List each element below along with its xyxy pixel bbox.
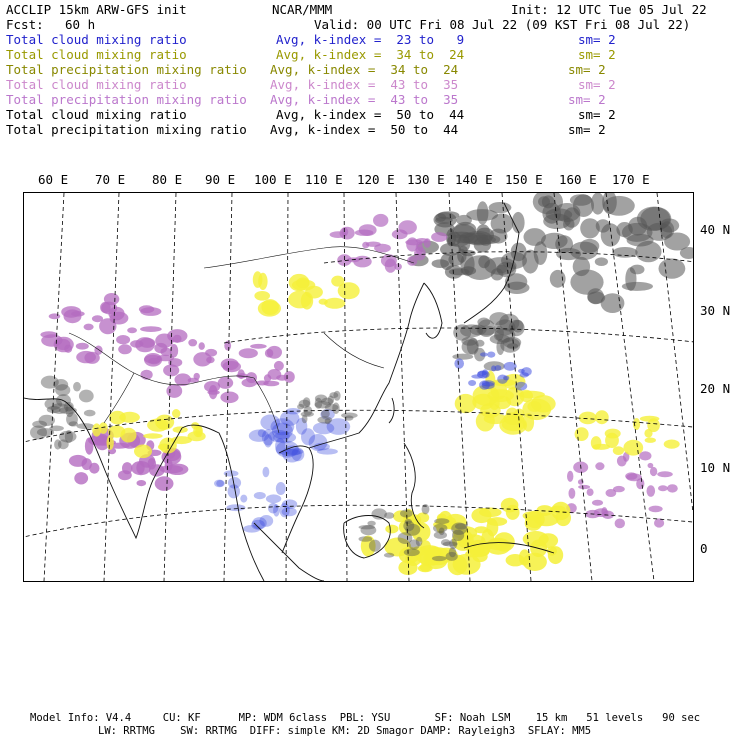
cloud-patch	[266, 494, 281, 503]
cloud-patch	[141, 370, 153, 380]
cloud-patch	[595, 462, 604, 470]
cloud-patch	[645, 438, 656, 443]
init-time: Init: 12 UTC Tue 05 Jul 22	[511, 2, 707, 17]
southeast-asia-coastline	[182, 425, 264, 581]
cloud-patch	[658, 485, 668, 491]
cloud-patch	[104, 293, 119, 305]
cloud-patch	[514, 409, 524, 419]
cloud-patch	[250, 344, 267, 349]
cloud-patch	[449, 539, 457, 549]
legend-avg-range: Avg, k-index = 50 to 44	[270, 122, 459, 137]
cloud-patch	[372, 508, 387, 519]
cloud-patch	[194, 373, 200, 380]
cloud-patch	[667, 484, 678, 492]
latitude-label: 0	[700, 541, 708, 556]
legend-avg-range: Avg, k-index = 34 to 24	[276, 47, 465, 62]
legend-field-name: Total cloud mixing ratio	[6, 107, 187, 122]
cloud-patch	[140, 326, 162, 332]
cloud-patch	[416, 238, 429, 243]
cloud-patch	[69, 455, 87, 467]
cloud-patch	[222, 361, 241, 372]
cloud-patch	[76, 351, 96, 363]
cloud-patch	[92, 423, 101, 436]
cloud-patch	[209, 385, 218, 399]
cloud-patch	[534, 513, 559, 527]
cloud-patch	[506, 505, 520, 520]
cloud-patch	[258, 429, 266, 437]
cloud-patch	[591, 436, 602, 450]
cloud-patch	[76, 343, 89, 350]
cloud-patch	[116, 335, 130, 344]
cloud-patch	[299, 400, 311, 408]
cloud-patch	[452, 354, 473, 360]
legend-field-name: Total precipitation mixing ratio	[6, 92, 247, 107]
cloud-patch	[573, 194, 594, 217]
cloud-patch	[522, 250, 538, 274]
cloud-patch	[476, 411, 495, 431]
legend-smoothing: sm= 2	[578, 47, 616, 62]
organization-label: NCAR/MMM	[272, 2, 333, 17]
cloud-patch	[139, 338, 155, 348]
cloud-patch	[650, 467, 657, 476]
cloud-patch	[284, 371, 295, 383]
legend-avg-range: Avg, k-index = 23 to 9	[276, 32, 465, 47]
cloud-patch	[166, 464, 188, 475]
cloud-patch	[647, 485, 656, 497]
cloud-patch	[491, 365, 496, 371]
cloud-patch	[592, 500, 603, 506]
cloud-patch	[644, 429, 652, 438]
cloud-patch	[109, 411, 126, 425]
cloud-patch	[261, 299, 279, 315]
cloud-patch	[454, 358, 464, 368]
legend-row	[6, 47, 736, 62]
cloud-patch	[441, 539, 451, 546]
cloud-patch	[64, 345, 72, 353]
cloud-patch	[158, 444, 171, 451]
cloud-patch	[353, 256, 371, 268]
legend-smoothing: sm= 2	[568, 122, 606, 137]
cloud-patch	[384, 553, 394, 558]
legend-row	[6, 92, 736, 107]
cloud-patch	[84, 410, 96, 417]
cloud-patch	[206, 357, 215, 364]
cloud-patch	[579, 412, 597, 425]
cloud-patch	[313, 422, 334, 434]
cloud-fields	[30, 193, 693, 575]
cloud-patch	[118, 344, 132, 354]
cloud-patch	[108, 307, 124, 321]
cloud-patch	[302, 415, 308, 424]
cloud-patch	[240, 495, 247, 503]
longitude-label: 100 E	[254, 172, 292, 187]
legend-row	[6, 107, 736, 122]
cloud-patch	[494, 396, 511, 409]
cloud-patch	[319, 299, 328, 305]
cloud-patch	[649, 506, 663, 513]
cloud-patch	[127, 327, 137, 333]
cloud-patch	[640, 416, 660, 422]
cloud-patch	[524, 228, 546, 246]
forecast-hours: 60 h	[65, 17, 96, 32]
cloud-patch	[518, 391, 545, 399]
cloud-patch	[254, 492, 266, 499]
cloud-patch	[369, 540, 381, 552]
cloud-patch	[66, 412, 78, 426]
cloud-patch	[635, 241, 661, 262]
cloud-patch	[94, 346, 102, 355]
cloud-patch	[361, 525, 377, 535]
cloud-patch	[587, 288, 604, 304]
cloud-patch	[338, 282, 360, 299]
legend-smoothing: sm= 2	[568, 92, 606, 107]
longitude-label: 130 E	[407, 172, 445, 187]
cloud-patch	[144, 353, 162, 367]
latitude-label: 40 N	[700, 222, 731, 237]
cloud-patch	[486, 538, 511, 555]
longitude-label: 170 E	[612, 172, 650, 187]
map-title: ACCLIP 15km ARW-GFS init	[6, 2, 187, 17]
longitude-label: 90 E	[205, 172, 236, 187]
latitude-label: 20 N	[700, 381, 731, 396]
cloud-patch	[79, 390, 94, 403]
model-info-line1: Model Info: V4.4 CU: KF MP: WDM 6class PBL: YSU SF: Noah LSM 15 km 51 levels 90 sec	[30, 712, 701, 724]
cloud-patch	[258, 273, 267, 290]
cloud-patch	[163, 364, 179, 376]
indochina-coastline	[279, 446, 313, 553]
valid-time: Valid: 00 UTC Fri 08 Jul 22 (09 KST Fri 08 Jul 22)	[314, 17, 691, 32]
cloud-patch	[292, 279, 315, 290]
cloud-patch	[268, 369, 282, 380]
cloud-patch	[329, 392, 338, 398]
cloud-patch	[385, 525, 398, 534]
cloud-patch	[575, 427, 589, 441]
cloud-patch	[479, 508, 502, 518]
cloud-patch	[487, 519, 499, 537]
cloud-patch	[280, 503, 290, 517]
cloud-patch	[468, 380, 476, 386]
cloud-patch	[523, 531, 549, 547]
longitude-label: 60 E	[38, 172, 69, 187]
cloud-patch	[107, 435, 114, 450]
cloud-patch	[332, 403, 339, 414]
cloud-patch	[301, 428, 315, 445]
legend-avg-range: Avg, k-index = 50 to 44	[276, 107, 465, 122]
cloud-patch	[205, 349, 217, 357]
cloud-patch	[523, 553, 547, 571]
cloud-patch	[188, 339, 197, 346]
cloud-patch	[226, 504, 245, 511]
cloud-patch	[628, 217, 647, 236]
latitude-label: 30 N	[700, 303, 731, 318]
cloud-patch	[626, 473, 642, 481]
cloud-patch	[461, 266, 477, 275]
cloud-patch	[263, 467, 270, 478]
cloud-patch	[166, 384, 182, 398]
longitude-label: 140 E	[455, 172, 493, 187]
cloud-patch	[664, 233, 690, 251]
cloud-patch	[325, 418, 331, 424]
cloud-patch	[409, 539, 420, 549]
cloud-patch	[434, 518, 449, 524]
cloud-patch	[218, 377, 234, 389]
cloud-patch	[505, 273, 527, 290]
legend-avg-range: Avg, k-index = 43 to 35	[270, 92, 459, 107]
cloud-patch	[438, 211, 460, 219]
legend-field-name: Total cloud mixing ratio	[6, 77, 187, 92]
cloud-patch	[615, 519, 625, 529]
legend-field-name: Total precipitation mixing ratio	[6, 122, 247, 137]
cloud-patch	[148, 458, 157, 469]
cloud-patch	[520, 372, 529, 377]
cloud-patch	[134, 445, 152, 459]
cloud-patch	[664, 440, 680, 449]
cloud-patch	[41, 334, 62, 346]
cloud-patch	[155, 476, 174, 491]
korea-coastline	[424, 283, 442, 338]
cloud-patch	[59, 431, 77, 443]
cloud-patch	[359, 224, 377, 236]
cloud-patch	[482, 382, 495, 389]
cloud-patch	[432, 259, 449, 268]
cloud-patch	[431, 232, 447, 242]
legend-field-name: Total cloud mixing ratio	[6, 47, 187, 62]
cloud-patch	[623, 440, 643, 456]
cloud-patch	[451, 523, 467, 535]
cloud-patch	[404, 549, 420, 557]
cloud-patch	[595, 410, 609, 424]
cloud-patch	[478, 255, 490, 268]
cloud-patch	[461, 337, 477, 346]
legend-field-name: Total precipitation mixing ratio	[6, 62, 247, 77]
cloud-patch	[405, 519, 412, 524]
cloud-patch	[613, 446, 624, 455]
map-canvas	[24, 193, 693, 581]
cloud-patch	[445, 265, 463, 279]
cloud-patch	[155, 415, 174, 430]
cloud-patch	[288, 291, 312, 309]
cloud-patch	[478, 371, 487, 376]
cloud-patch	[220, 392, 238, 404]
cloud-patch	[32, 421, 47, 428]
cloud-patch	[122, 462, 132, 474]
cloud-patch	[239, 348, 258, 358]
legend-smoothing: sm= 2	[578, 32, 616, 47]
cloud-patch	[462, 534, 485, 547]
cloud-patch	[587, 488, 594, 496]
cloud-patch	[570, 242, 598, 260]
cloud-patch	[497, 375, 508, 384]
longitude-label: 70 E	[95, 172, 126, 187]
longitude-label: 110 E	[305, 172, 343, 187]
cloud-patch	[527, 401, 541, 412]
cloud-patch	[137, 480, 147, 486]
cloud-patch	[578, 485, 590, 489]
map-panel	[23, 192, 694, 582]
cloud-patch	[73, 382, 81, 392]
cloud-patch	[315, 401, 332, 408]
legend-field-name: Total cloud mixing ratio	[6, 32, 187, 47]
cloud-patch	[569, 488, 576, 499]
cloud-patch	[188, 431, 206, 441]
longitude-label: 160 E	[559, 172, 597, 187]
cloud-patch	[416, 513, 429, 523]
longitude-label: 150 E	[505, 172, 543, 187]
cloud-patch	[622, 282, 653, 291]
legend-row	[6, 122, 736, 137]
cloud-patch	[573, 257, 590, 276]
model-info-line2: LW: RRTMG SW: RRTMG DIFF: simple KM: 2D Smagor DAMP: Rayleigh3 SFLAY: MM5	[98, 725, 592, 737]
cloud-patch	[373, 214, 388, 227]
forecast-label: Fcst:	[6, 17, 44, 32]
cloud-patch	[54, 379, 69, 391]
cloud-patch	[422, 504, 430, 514]
cloud-patch	[439, 528, 445, 536]
cloud-patch	[605, 429, 621, 439]
cloud-patch	[578, 479, 584, 484]
longitude-label: 80 E	[152, 172, 183, 187]
cloud-patch	[254, 291, 270, 301]
cloud-patch	[418, 565, 433, 573]
legend-avg-range: Avg, k-index = 34 to 24	[270, 62, 459, 77]
cloud-patch	[502, 418, 526, 431]
cloud-patch	[477, 235, 500, 244]
cloud-patch	[512, 320, 523, 333]
cloud-patch	[143, 433, 163, 438]
cloud-patch	[392, 229, 408, 239]
cloud-patch	[268, 503, 278, 514]
longitude-label: 120 E	[357, 172, 395, 187]
cloud-patch	[455, 222, 477, 237]
cloud-patch	[507, 343, 518, 349]
cloud-patch	[167, 329, 187, 343]
cloud-patch	[633, 418, 640, 430]
cloud-patch	[199, 342, 205, 350]
cloud-patch	[362, 242, 369, 249]
sumatra-coastline	[254, 523, 324, 581]
cloud-patch	[659, 258, 686, 278]
cloud-patch	[214, 480, 225, 488]
cloud-patch	[276, 482, 286, 495]
cloud-patch	[359, 536, 373, 542]
cloud-patch	[172, 409, 180, 418]
legend-smoothing: sm= 2	[578, 107, 616, 122]
cloud-patch	[324, 298, 345, 309]
cloud-patch	[487, 352, 495, 358]
legend-row	[6, 77, 736, 92]
cloud-patch	[496, 265, 507, 274]
cloud-patch	[567, 471, 573, 482]
cloud-patch	[477, 318, 490, 327]
cloud-patch	[84, 324, 94, 331]
cloud-patch	[398, 560, 417, 575]
cloud-patch	[136, 461, 144, 474]
cloud-patch	[595, 257, 608, 266]
cloud-patch	[71, 311, 85, 317]
cloud-patch	[613, 486, 625, 492]
cloud-patch	[384, 512, 394, 519]
legend-avg-range: Avg, k-index = 43 to 35	[270, 77, 459, 92]
legend-smoothing: sm= 2	[578, 77, 616, 92]
cloud-patch	[457, 249, 466, 263]
cloud-patch	[265, 349, 273, 358]
cloud-patch	[140, 307, 161, 316]
latitude-label: 10 N	[700, 460, 731, 475]
cloud-patch	[480, 352, 488, 356]
cloud-patch	[74, 472, 88, 484]
cloud-patch	[92, 315, 103, 322]
cloud-patch	[432, 556, 447, 561]
cloud-patch	[460, 324, 483, 337]
legend-row	[6, 32, 736, 47]
legend-row	[6, 62, 736, 77]
cloud-patch	[657, 471, 673, 477]
cloud-patch	[49, 313, 61, 319]
legend-smoothing: sm= 2	[568, 62, 606, 77]
